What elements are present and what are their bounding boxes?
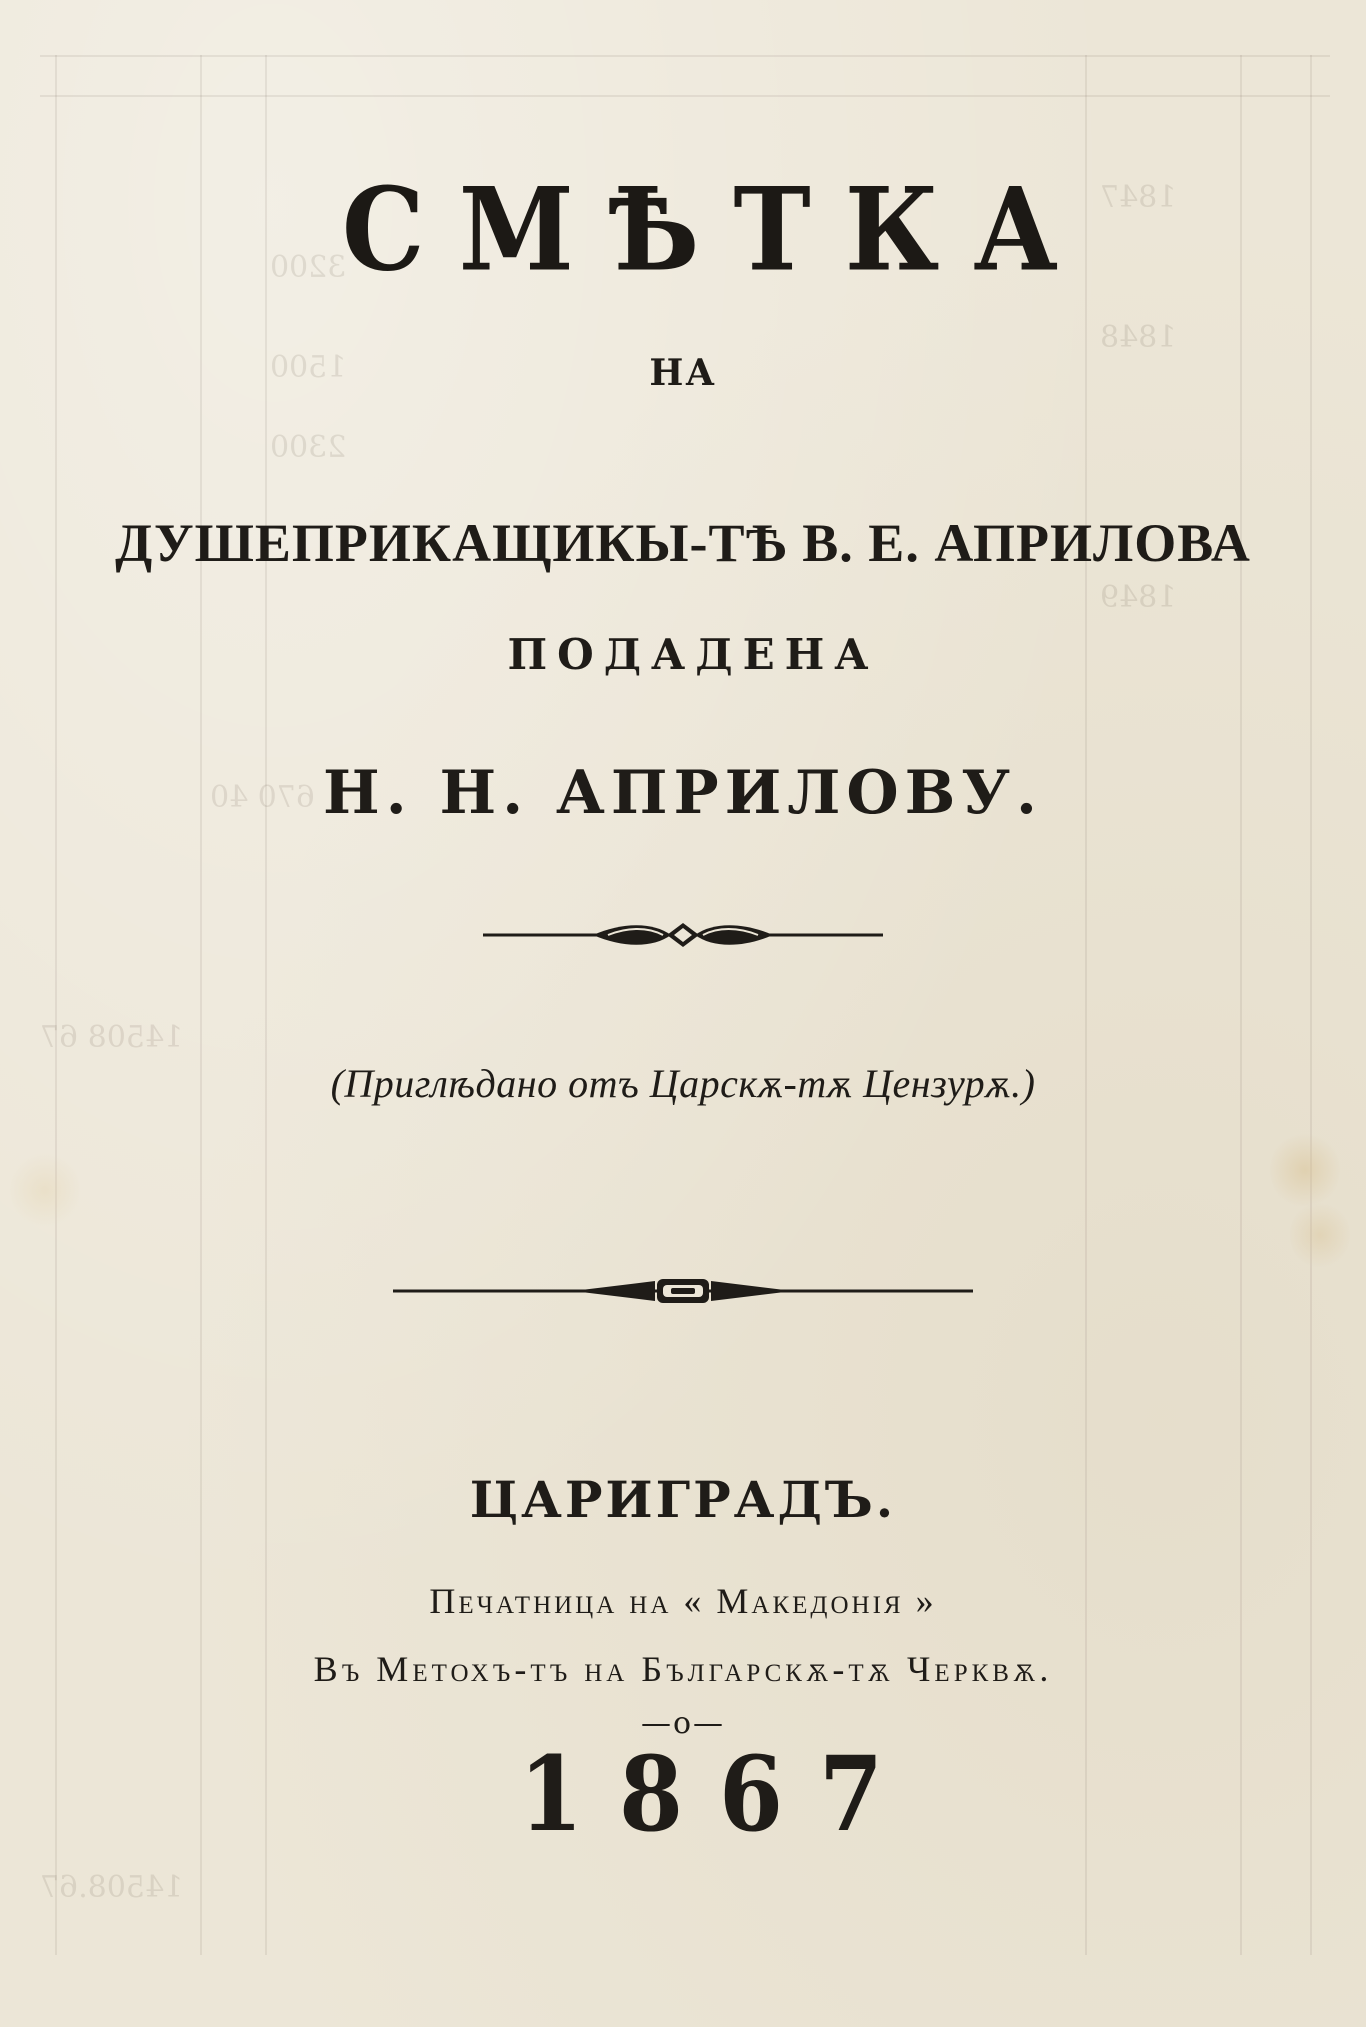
show-through-background: 1847 3200 1848 1500 2300 1849 670 40 14508 67 14508.67	[0, 0, 1366, 2027]
printer-line: Печатница на « Македонія »	[429, 1581, 937, 1621]
location-line: Въ Метохъ-тъ на Българскѫ-тѫ Черквѫ.	[313, 1649, 1053, 1689]
ornamental-rule-top	[0, 918, 1366, 952]
submitted-line: ПОДАДЕНА	[507, 630, 879, 679]
document-title: СМѢТКА	[341, 161, 1093, 298]
ornament-icon	[483, 918, 883, 952]
preposition-line: НА	[649, 352, 717, 394]
city-line: ЦАРИГРАДЪ.	[469, 1470, 897, 1529]
recipient-line: Н. Н. АПРИЛОВУ.	[323, 758, 1043, 828]
censorship-note: (Приглѣдано отъ Царскѫ-тѫ Цензурѫ.)	[330, 1061, 1036, 1106]
ornamental-rule-bottom	[0, 1276, 1366, 1306]
publication-year: 1867	[518, 1733, 920, 1855]
ornament-icon	[393, 1276, 973, 1306]
heirs-line: ДУШЕПРИКАЩИКЫ-ТѢ В. Е. АПРИЛОВА	[115, 513, 1251, 573]
separator-line: —о—	[640, 1706, 726, 1741]
